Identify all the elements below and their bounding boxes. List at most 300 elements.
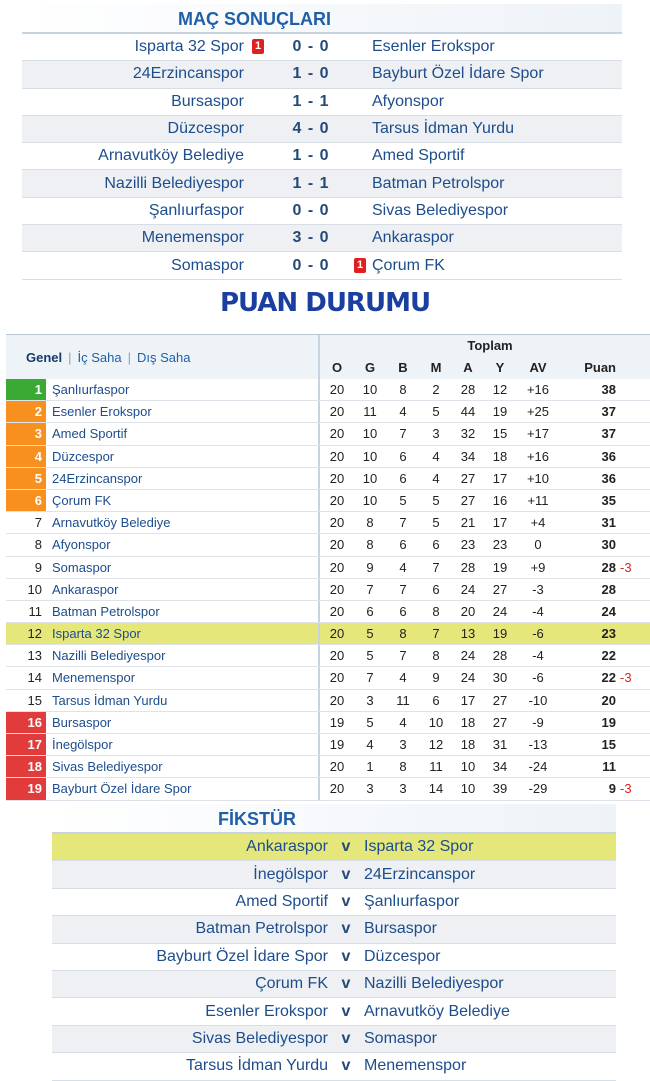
stat-points: 20 — [601, 692, 616, 708]
away-team-link[interactable]: Bayburt Özel İdare Spor — [372, 65, 544, 83]
tab-away[interactable]: Dış Saha — [137, 349, 191, 365]
stat-drawn: 8 — [399, 382, 407, 397]
team-stats — [320, 512, 650, 533]
position-badge: 13 — [27, 648, 42, 664]
stat-goals-against: 39 — [492, 781, 508, 797]
stat-lost: 8 — [432, 648, 440, 664]
position-badge: 18 — [6, 756, 46, 777]
fixture-row[interactable] — [52, 1053, 616, 1080]
stat-lost: 5 — [432, 492, 440, 508]
stat-drawn: 8 — [399, 626, 407, 642]
standings-row — [6, 667, 650, 689]
team-stats — [320, 623, 650, 644]
team-link[interactable]: Şanlıurfaspor — [46, 379, 320, 400]
away-team-link[interactable]: Somaspor — [364, 1029, 437, 1047]
position-badge: 11 — [28, 603, 42, 619]
stat-penalty-note — [620, 512, 638, 533]
stat-points: 24 — [601, 603, 616, 619]
home-team-link[interactable]: Sivas Belediyespor — [191, 1029, 328, 1047]
stat-won: 6 — [366, 603, 374, 619]
match-score[interactable]: 1 - 0 — [292, 147, 330, 165]
team-link[interactable]: Sivas Belediyespor — [46, 756, 320, 777]
versus-label: v — [341, 947, 351, 965]
stat-won: 8 — [366, 515, 374, 531]
stat-lost: 4 — [432, 448, 440, 464]
team-link[interactable]: Düzcespor — [46, 446, 320, 467]
away-team-link[interactable]: Şanlıurfaspor — [364, 892, 460, 910]
stat-played: 20 — [329, 382, 345, 397]
stat-goal-diff: +9 — [530, 559, 546, 575]
away-team-link[interactable]: Arnavutköy Belediye — [364, 1002, 510, 1020]
match-result-row[interactable] — [22, 252, 622, 279]
standings-tabs — [6, 335, 320, 379]
stat-goals-against: 27 — [492, 692, 508, 708]
position-badge: 4 — [6, 446, 46, 467]
away-team-link[interactable]: Tarsus İdman Yurdu — [372, 120, 515, 138]
team-stats — [320, 690, 650, 711]
match-score[interactable]: 0 - 0 — [292, 38, 330, 56]
stat-won: 10 — [362, 492, 378, 508]
stat-goal-diff: +11 — [527, 492, 549, 508]
stat-played: 20 — [329, 692, 345, 708]
home-team-link[interactable]: Ankaraspor — [246, 838, 328, 856]
team-link[interactable]: Menemenspor — [46, 667, 320, 688]
team-link[interactable]: Bursaspor — [46, 712, 320, 733]
team-stats — [320, 557, 650, 578]
team-stats — [320, 756, 650, 777]
stat-penalty-note — [620, 423, 638, 444]
stat-won: 10 — [362, 470, 378, 486]
team-stats — [320, 667, 650, 688]
stat-played: 20 — [329, 470, 345, 486]
away-team-link[interactable]: Düzcespor — [364, 947, 441, 965]
match-result-row[interactable] — [22, 116, 622, 143]
team-stats — [320, 401, 650, 422]
stat-goals-against: 31 — [492, 737, 508, 752]
stat-goal-diff: +25 — [526, 404, 550, 420]
col-drawn: B — [398, 360, 408, 375]
stat-played: 20 — [329, 759, 345, 775]
team-link[interactable]: Nazilli Belediyespor — [46, 645, 320, 666]
group-label-total: Toplam — [467, 338, 513, 353]
team-stats — [320, 490, 650, 511]
stat-goals-against: 27 — [492, 581, 508, 597]
standings-row — [6, 623, 650, 645]
stat-lost: 2 — [432, 382, 440, 397]
match-score[interactable]: 1 - 1 — [292, 92, 330, 110]
stat-goals-against: 18 — [492, 448, 508, 464]
fixture-row[interactable] — [52, 971, 616, 998]
stat-goal-diff: +16 — [526, 448, 550, 464]
home-team-link[interactable]: Amed Sportif — [235, 892, 328, 910]
position-badge: 1 — [6, 379, 46, 400]
stat-lost: 9 — [432, 670, 440, 686]
stat-goals-for: 18 — [460, 714, 476, 730]
stat-goals-for: 10 — [460, 759, 476, 775]
stat-points: 15 — [601, 737, 616, 752]
standings-header — [6, 334, 650, 379]
stat-penalty-note — [620, 401, 638, 422]
stat-played: 20 — [329, 581, 345, 597]
stat-goals-against: 19 — [492, 404, 508, 420]
away-team-link[interactable]: Ankaraspor — [372, 229, 454, 247]
stat-points: 38 — [601, 382, 616, 397]
home-team-link[interactable]: Isparta 32 Spor — [134, 38, 244, 56]
stat-played: 20 — [329, 626, 345, 642]
stat-lost: 7 — [432, 626, 440, 642]
stat-played: 20 — [329, 537, 345, 553]
match-result-row[interactable] — [22, 89, 622, 116]
stat-goal-diff: +4 — [530, 515, 546, 531]
fixture-row[interactable] — [52, 1026, 616, 1053]
position-badge: 2 — [6, 401, 46, 422]
standings-body — [6, 379, 650, 801]
standings-row — [6, 645, 650, 667]
tab-general[interactable]: Genel — [26, 349, 63, 365]
stat-goal-diff: -29 — [528, 781, 548, 797]
away-team-link[interactable]: Esenler Erokspor — [372, 38, 495, 56]
stat-drawn: 6 — [399, 448, 407, 464]
fixture-row[interactable] — [52, 998, 616, 1025]
stat-points: 30 — [601, 537, 616, 553]
stat-lost: 7 — [432, 559, 440, 575]
stat-won: 7 — [366, 670, 374, 686]
standings-row — [6, 712, 650, 734]
stat-penalty-note — [620, 579, 638, 600]
col-goals-for: A — [463, 360, 473, 375]
col-lost: M — [430, 360, 442, 375]
standings-row — [6, 557, 650, 579]
home-team-link[interactable]: Arnavutköy Belediye — [98, 147, 244, 165]
match-result-row[interactable] — [22, 225, 622, 252]
stat-won: 10 — [362, 426, 378, 442]
stat-lost: 5 — [432, 404, 440, 420]
col-played: O — [331, 360, 343, 375]
stat-drawn: 4 — [399, 670, 407, 686]
stat-penalty-note: -3 — [620, 781, 632, 797]
stat-points: 9 — [608, 781, 616, 797]
standings-row — [6, 490, 650, 512]
stat-lost: 10 — [428, 714, 444, 730]
stat-goal-diff: -4 — [532, 603, 544, 619]
position-badge: 12 — [27, 626, 42, 642]
stat-goals-against: 17 — [492, 515, 508, 531]
standings-row — [6, 423, 650, 445]
standings-column-headers — [320, 335, 650, 379]
away-team-link[interactable]: Amed Sportif — [372, 147, 465, 165]
position-badge: 8 — [34, 537, 42, 553]
home-team-link[interactable]: Bayburt Özel İdare Spor — [156, 947, 328, 965]
team-stats — [320, 645, 650, 666]
stat-goal-diff: -6 — [532, 670, 544, 686]
stat-drawn: 6 — [399, 470, 407, 486]
stat-won: 4 — [366, 737, 374, 752]
stat-goals-for: 44 — [460, 404, 476, 420]
stat-points: 11 — [602, 759, 616, 775]
team-link[interactable]: Bayburt Özel İdare Spor — [46, 778, 320, 799]
away-team-link[interactable]: Menemenspor — [364, 1057, 467, 1075]
stat-lost: 11 — [429, 759, 443, 775]
stat-lost: 12 — [428, 737, 444, 752]
stat-goals-for: 24 — [460, 581, 476, 597]
home-team-link[interactable]: İnegölspor — [253, 865, 328, 883]
fixture-row[interactable] — [52, 834, 616, 861]
stat-goals-for: 24 — [460, 648, 476, 664]
col-won: G — [364, 360, 376, 375]
stat-goals-against: 30 — [492, 670, 508, 686]
stat-won: 5 — [366, 648, 374, 664]
match-score[interactable]: 0 - 0 — [292, 201, 330, 219]
team-stats — [320, 712, 650, 733]
stat-lost: 6 — [432, 537, 440, 553]
team-stats — [320, 534, 650, 555]
stat-won: 3 — [366, 781, 374, 797]
stat-won: 5 — [366, 714, 374, 730]
stat-drawn: 4 — [399, 714, 407, 730]
stat-goals-for: 18 — [460, 737, 476, 752]
position-badge: 10 — [27, 581, 42, 597]
stat-goals-against: 19 — [492, 559, 508, 575]
versus-label: v — [341, 1002, 351, 1020]
home-team-link[interactable]: Nazilli Belediyespor — [104, 174, 244, 192]
red-card-icon: 1 — [354, 258, 366, 273]
stat-penalty-note — [620, 712, 638, 733]
fixture-row[interactable] — [52, 916, 616, 943]
match-result-row[interactable] — [22, 198, 622, 225]
stat-drawn: 7 — [399, 581, 407, 597]
stat-lost: 4 — [432, 470, 440, 486]
stat-played: 20 — [329, 448, 345, 464]
match-result-row[interactable] — [22, 61, 622, 88]
stat-played: 20 — [329, 404, 345, 420]
stat-won: 8 — [366, 537, 374, 553]
team-link[interactable]: Amed Sportif — [46, 423, 320, 444]
stat-drawn: 3 — [399, 737, 407, 752]
team-link[interactable]: Somaspor — [46, 557, 320, 578]
stat-played: 20 — [329, 492, 345, 508]
stat-points: 19 — [601, 714, 616, 730]
home-team-link[interactable]: Esenler Erokspor — [205, 1002, 328, 1020]
stat-points: 28 — [601, 581, 616, 597]
stat-penalty-note — [620, 601, 638, 622]
stat-goals-for: 21 — [460, 515, 476, 531]
stat-drawn: 6 — [399, 603, 407, 619]
team-stats — [320, 379, 650, 400]
team-link[interactable]: Batman Petrolspor — [46, 601, 320, 622]
home-team-link[interactable]: Şanlıurfaspor — [148, 201, 244, 219]
fixtures-title: FİKSTÜR — [52, 804, 616, 834]
col-extra — [620, 357, 638, 379]
standings-row — [6, 690, 650, 712]
stat-goals-for: 32 — [460, 426, 476, 442]
versus-label: v — [341, 1029, 351, 1047]
away-team-link[interactable]: Bursaspor — [364, 920, 437, 938]
stat-penalty-note: -3 — [620, 670, 632, 686]
stat-points: 22 — [601, 648, 616, 664]
stat-lost: 8 — [432, 603, 440, 619]
versus-label: v — [341, 1057, 351, 1075]
team-link[interactable]: Tarsus İdman Yurdu — [46, 690, 320, 711]
stat-drawn: 3 — [399, 781, 407, 797]
match-score[interactable]: 1 - 0 — [292, 65, 330, 83]
away-team-link[interactable]: 24Erzincanspor — [364, 865, 476, 883]
versus-label: v — [341, 892, 351, 910]
tab-separator: | — [68, 349, 72, 365]
match-score[interactable]: 0 - 0 — [292, 256, 330, 274]
stat-won: 5 — [366, 626, 374, 642]
stat-goals-for: 10 — [460, 781, 476, 797]
stat-goal-diff: +10 — [526, 470, 550, 486]
standings-row — [6, 401, 650, 423]
away-red-card-slot — [346, 257, 370, 275]
home-team-link[interactable]: Çorum FK — [255, 975, 328, 993]
position-badge: 14 — [27, 670, 42, 686]
stat-points: 31 — [601, 515, 616, 531]
home-team-link[interactable]: 24Erzincanspor — [132, 65, 244, 83]
stat-points: 28 — [601, 559, 616, 575]
home-team-link[interactable]: Tarsus İdman Yurdu — [185, 1057, 328, 1075]
col-points: Puan — [584, 360, 616, 375]
stat-goal-diff: -9 — [532, 714, 544, 730]
stat-penalty-note — [620, 534, 638, 555]
standings-row — [6, 756, 650, 778]
fixture-row[interactable] — [52, 861, 616, 888]
team-link[interactable]: 24Erzincanspor — [46, 468, 320, 489]
versus-label: v — [341, 838, 351, 856]
col-goals-against: Y — [495, 360, 505, 375]
stat-drawn: 7 — [399, 426, 407, 442]
stat-goal-diff: -6 — [532, 626, 544, 642]
team-link[interactable]: Çorum FK — [46, 490, 320, 511]
tab-separator: | — [127, 349, 131, 365]
stat-points: 22 — [601, 670, 616, 686]
home-team-link[interactable]: Somaspor — [171, 256, 244, 274]
stat-goal-diff: +16 — [526, 382, 550, 397]
stat-drawn: 6 — [399, 537, 407, 553]
stat-goals-for: 13 — [460, 626, 476, 642]
match-results-panel — [22, 4, 622, 280]
stat-drawn: 11 — [396, 692, 410, 708]
away-team-link[interactable]: Batman Petrolspor — [372, 174, 505, 192]
position-badge: 15 — [27, 692, 42, 708]
position-badge: 7 — [34, 515, 42, 531]
team-link[interactable]: Arnavutköy Belediye — [46, 512, 320, 533]
stat-played: 19 — [329, 714, 345, 730]
stat-goal-diff: -10 — [528, 692, 548, 708]
match-score[interactable]: 4 - 0 — [292, 120, 330, 138]
stat-played: 19 — [329, 737, 345, 752]
stat-goal-diff: -4 — [532, 648, 544, 664]
stat-goals-for: 23 — [460, 537, 476, 553]
standings-row — [6, 534, 650, 556]
stat-goals-against: 15 — [492, 426, 508, 442]
away-team-link[interactable]: Sivas Belediyespor — [372, 201, 509, 219]
stat-points: 37 — [601, 404, 616, 420]
match-score[interactable]: 3 - 0 — [292, 229, 330, 247]
team-link[interactable]: Afyonspor — [46, 534, 320, 555]
standings-row — [6, 379, 650, 401]
stat-penalty-note — [620, 446, 638, 467]
stat-played: 20 — [329, 603, 345, 619]
position-badge: 16 — [6, 712, 46, 733]
stat-won: 11 — [363, 404, 377, 420]
match-results-list — [22, 34, 622, 280]
away-team-link[interactable]: Nazilli Belediyespor — [364, 975, 504, 993]
home-team-link[interactable]: Bursaspor — [171, 92, 244, 110]
away-team-link[interactable]: Isparta 32 Spor — [364, 838, 474, 856]
team-stats — [320, 446, 650, 467]
stat-goals-against: 12 — [492, 382, 508, 397]
match-results-title: MAÇ SONUÇLARI — [22, 4, 622, 34]
team-link[interactable]: Ankaraspor — [46, 579, 320, 600]
team-stats — [320, 601, 650, 622]
away-team-link[interactable]: Afyonspor — [372, 92, 445, 110]
stat-goals-against: 16 — [492, 492, 508, 508]
versus-label: v — [341, 920, 351, 938]
team-link[interactable]: Esenler Erokspor — [46, 401, 320, 422]
stat-penalty-note — [620, 379, 638, 400]
stat-won: 10 — [362, 382, 378, 397]
stat-goals-against: 17 — [492, 470, 508, 486]
stat-played: 20 — [329, 559, 345, 575]
stat-drawn: 5 — [399, 492, 407, 508]
match-result-row[interactable] — [22, 170, 622, 197]
match-result-row[interactable] — [22, 143, 622, 170]
position-badge: 19 — [6, 778, 46, 799]
stat-penalty-note — [620, 645, 638, 666]
stat-played: 20 — [329, 515, 345, 531]
stat-goals-for: 20 — [460, 603, 476, 619]
home-team-link[interactable]: Düzcespor — [167, 120, 244, 138]
team-link[interactable]: İnegölspor — [46, 734, 320, 755]
stat-penalty-note — [620, 734, 638, 755]
fixtures-panel — [52, 804, 616, 1081]
stat-won: 7 — [366, 581, 374, 597]
team-link[interactable]: Isparta 32 Spor — [46, 623, 320, 644]
home-team-link[interactable]: Batman Petrolspor — [195, 920, 328, 938]
stat-penalty-note — [620, 756, 638, 777]
stat-played: 20 — [329, 781, 345, 797]
stat-played: 20 — [329, 426, 345, 442]
stat-goals-against: 23 — [492, 537, 508, 553]
standings-row — [6, 601, 650, 623]
stat-goals-for: 28 — [460, 382, 476, 397]
stat-lost: 5 — [432, 515, 440, 531]
stat-won: 10 — [362, 448, 378, 464]
match-score[interactable]: 1 - 1 — [292, 174, 330, 192]
stat-penalty-note — [620, 623, 638, 644]
tab-home[interactable]: İç Saha — [77, 349, 122, 365]
stat-points: 23 — [601, 626, 616, 642]
team-stats — [320, 778, 650, 799]
away-team-link[interactable]: Çorum FK — [372, 256, 445, 274]
match-result-row[interactable] — [22, 34, 622, 61]
stat-points: 35 — [601, 492, 616, 508]
stat-goal-diff: 0 — [534, 537, 542, 553]
stat-goals-against: 34 — [492, 759, 508, 775]
home-team-link[interactable]: Menemenspor — [141, 229, 244, 247]
fixture-row[interactable] — [52, 889, 616, 916]
stat-lost: 14 — [428, 781, 444, 797]
stat-points: 36 — [601, 448, 616, 464]
position-badge: 3 — [6, 423, 46, 444]
stat-goals-against: 24 — [492, 603, 508, 619]
stat-goals-against: 27 — [492, 714, 508, 730]
team-stats — [320, 468, 650, 489]
fixture-row[interactable] — [52, 944, 616, 971]
stat-points: 37 — [601, 426, 616, 442]
fixtures-list — [52, 834, 616, 1081]
